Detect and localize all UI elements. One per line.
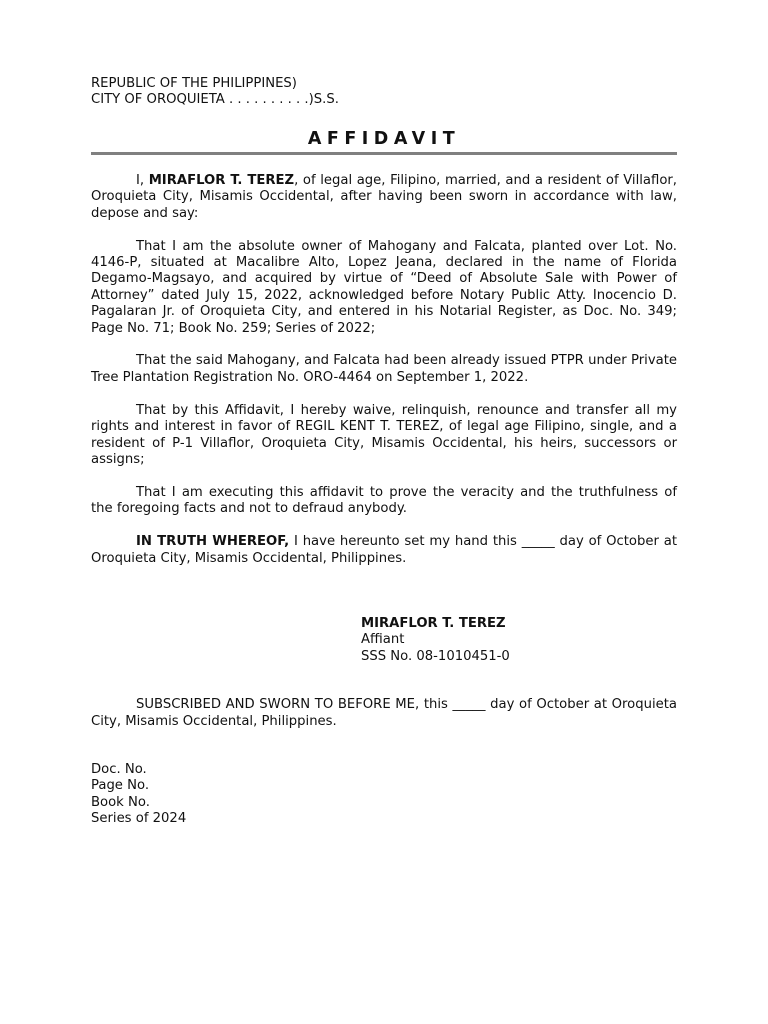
title-underline [91,152,677,155]
intro-paragraph [91,173,677,222]
signatory-name: MIRAFLOR T. TEREZ [361,616,506,632]
jurat-paragraph: SUBSCRIBED AND SWORN TO BEFORE ME, this _____ day of October at Oroquieta City, Misamis Occidental, Philippines. [91,697,677,729]
ownership-paragraph: That I am the absolute owner of Mahogany and Falcata, planted over Lot. No. 4146-P, situated at Macalibre Alto, Lopez Jeana, declared in the name of Florida Degamo-Magsayo, and acquired by virtue of “Deed of Absolute Sale with Power of Attorney” dated July 15, 2022, acknowledged before Notary Public Atty. Inocencio D. Pagalaran Jr. of Oroquieta City, and entered in his Notarial Register, as Doc. No. 349; Page No. 71; Book No. 259; Series of 2022; [91,238,677,336]
veracity-paragraph: That I am executing this affidavit to prove the veracity and the truthfulness of the foregoing facts and not to defraud anybody. [91,484,677,517]
ptpr-paragraph: That the said Mahogany, and Falcata had been already issued PTPR under Private Tree Plantation Registration No. ORO-4464 on September 1, 2022. [91,353,677,385]
affiant-name: MIRAFLOR T. TEREZ [148,172,295,188]
notarial-register-block [91,762,677,828]
venue-line-republic: REPUBLIC OF THE PHILIPPINES) [91,76,297,91]
intro-text: , of legal age, Filipino, married, and a resident of Villaflor, Oroquieta City, Misamis Occidental, after having been sworn in accordance with law, depose and say: [91,172,677,221]
signature-block [361,616,677,665]
venue-caption [91,76,677,109]
affidavit-document [91,76,677,828]
waiver-paragraph: That by this Affidavit, I hereby waive, relinquish, renounce and transfer all my rights and interest in favor of REGIL KENT T. TEREZ, of legal age Filipino, single, and a resident of P-1 Villaflor, Oroquieta City, Misamis Occidental, his heirs, successors or assigns; [91,402,677,467]
book-number-label: Book No. [91,794,150,810]
series-label: Series of 2024 [91,811,187,827]
witness-lead: IN TRUTH WHEREOF, [136,534,290,550]
doc-number-label: Doc. No. [91,762,147,778]
signatory-role: Affiant [361,632,405,648]
witness-text: I have hereunto set my hand this _____ day of October at Oroquieta City, Misamis Occidental, Philippines. [91,534,677,566]
intro-prefix: I, [136,172,149,188]
document-title: AFFIDAVIT [307,128,461,149]
venue-line-city: CITY OF OROQUIETA . . . . . . . . . .)S.S. [91,92,339,108]
signatory-sss-number: SSS No. 08-1010451-0 [361,648,510,664]
witness-paragraph [91,534,677,567]
page-number-label: Page No. [91,778,150,794]
